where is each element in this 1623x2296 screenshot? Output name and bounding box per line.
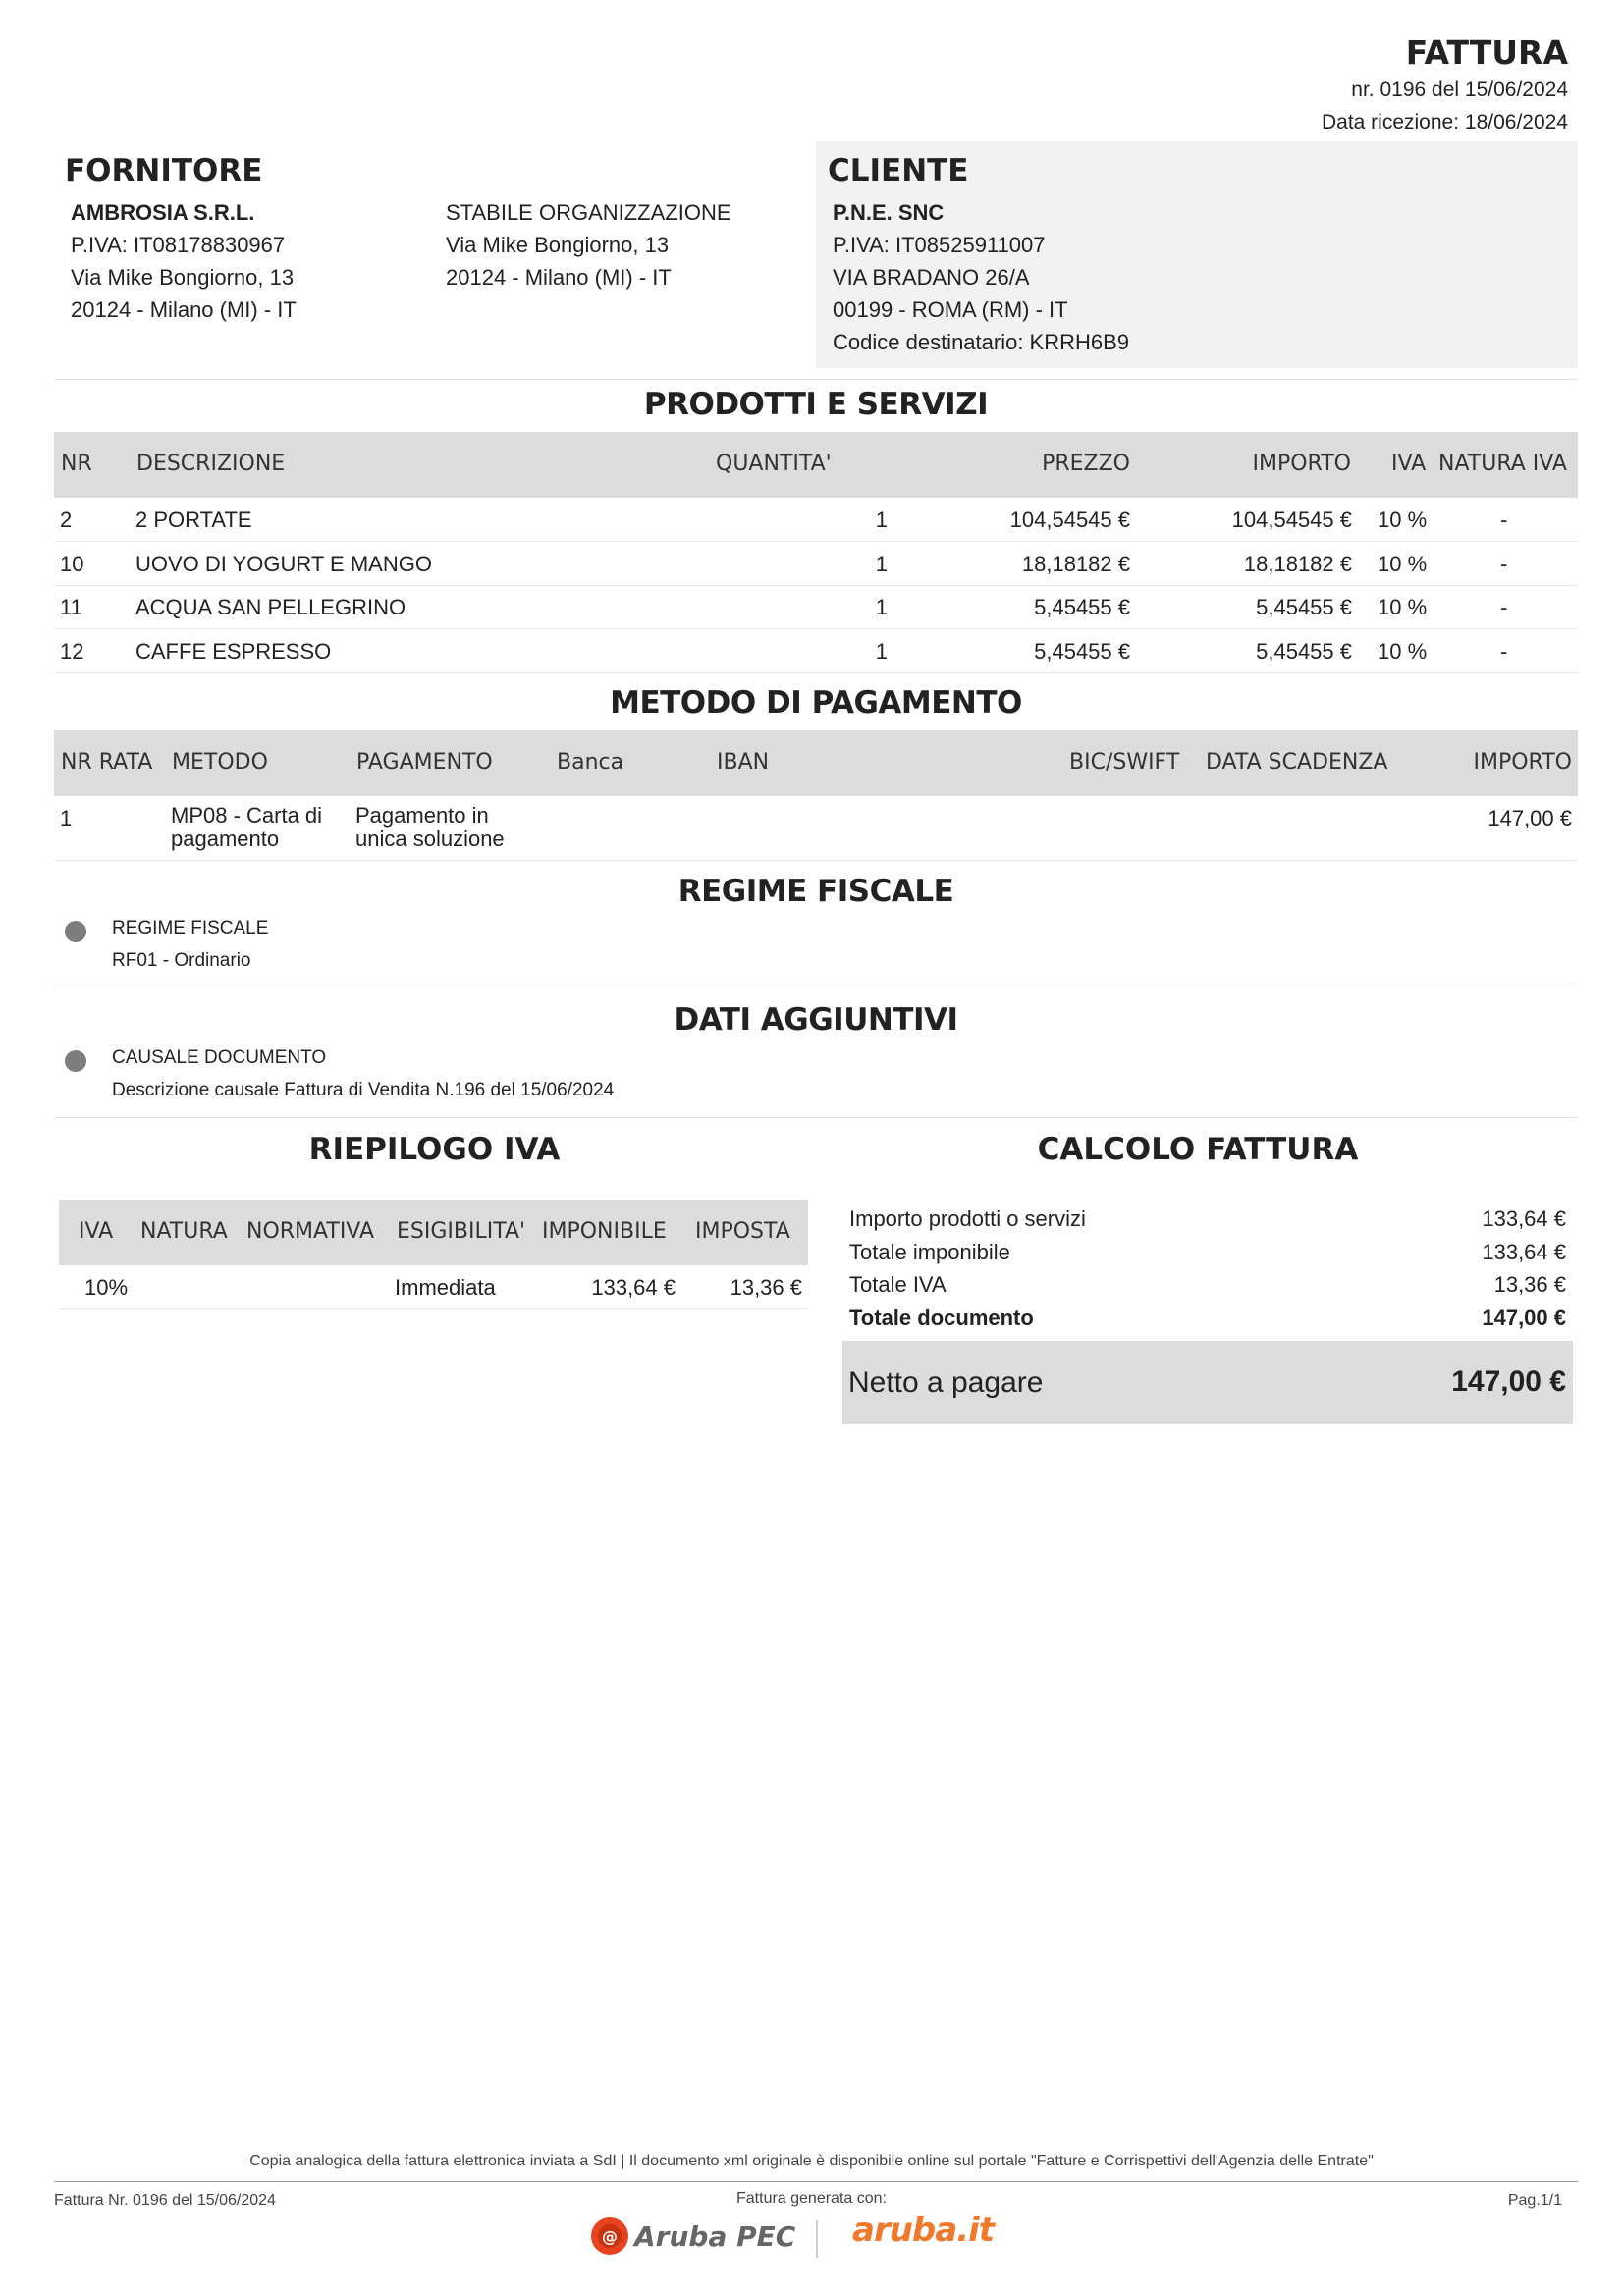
products-header bbox=[54, 432, 1578, 498]
bullet-icon bbox=[65, 921, 86, 942]
product-nr: 11 bbox=[60, 595, 82, 619]
product-vat: 10 % bbox=[1378, 595, 1428, 619]
net-box bbox=[842, 1341, 1573, 1424]
supplier-heading: FORNITORE bbox=[65, 153, 263, 188]
client-vat: P.IVA: IT08525911007 bbox=[833, 233, 1046, 257]
payment-method bbox=[171, 804, 322, 851]
product-price: 5,45455 € bbox=[1034, 595, 1130, 619]
svg-text:@: @ bbox=[602, 2227, 618, 2246]
vat-taxable: 133,64 € bbox=[591, 1275, 676, 1300]
col-tax: IMPOSTA bbox=[695, 1219, 790, 1244]
vat-summary-header bbox=[59, 1200, 808, 1265]
supplier-org-heading: STABILE ORGANIZZAZIONE bbox=[446, 200, 731, 225]
payment-type-line: unica soluzione bbox=[355, 827, 505, 851]
payment-type-line: Pagamento in bbox=[355, 803, 489, 828]
calc-line-label: Importo prodotti o servizi bbox=[849, 1206, 1086, 1231]
client-recipient-code: Codice destinatario: KRRH6B9 bbox=[833, 330, 1130, 354]
vat-summary-row bbox=[59, 1265, 808, 1309]
col-description: DESCRIZIONE bbox=[136, 452, 286, 476]
col-vat-nature: NATURA IVA bbox=[1438, 452, 1567, 476]
vat-summary-title: RIEPILOGO IVA bbox=[308, 1132, 561, 1167]
product-nr: 12 bbox=[60, 638, 84, 664]
calc-line-label: Totale IVA bbox=[849, 1272, 947, 1297]
col-due-date: DATA SCADENZA bbox=[1206, 750, 1388, 774]
payment-method-line: MP08 - Carta di bbox=[171, 803, 323, 828]
product-row bbox=[54, 498, 1578, 542]
divider bbox=[54, 379, 1578, 380]
calc-line-value: 133,64 € bbox=[1482, 1206, 1566, 1231]
doc-receipt-date: Data ricezione: 18/06/2024 bbox=[1321, 111, 1568, 133]
product-description: ACQUA SAN PELLEGRINO bbox=[135, 595, 406, 619]
client-address: VIA BRADANO 26/A bbox=[833, 265, 1030, 290]
supplier-block bbox=[71, 196, 297, 326]
product-vat: 10 % bbox=[1378, 551, 1428, 576]
col-method: METODO bbox=[172, 750, 268, 774]
products-title: PRODOTTI E SERVIZI bbox=[643, 387, 989, 422]
product-row bbox=[54, 542, 1578, 586]
product-description: 2 PORTATE bbox=[135, 507, 252, 532]
product-description: CAFFE ESPRESSO bbox=[135, 638, 332, 664]
calc-line-value: 147,00 € bbox=[1482, 1305, 1566, 1330]
regime-title: REGIME FISCALE bbox=[677, 874, 954, 909]
extra-value: Descrizione causale Fattura di Vendita N.196 del 15/06/2024 bbox=[112, 1080, 615, 1100]
product-nr: 10 bbox=[60, 551, 84, 576]
col-vat: IVA bbox=[1391, 452, 1427, 476]
col-payment-amount: IMPORTO bbox=[1473, 750, 1572, 774]
supplier-name: AMBROSIA S.R.L. bbox=[71, 200, 255, 225]
product-vat: 10 % bbox=[1378, 638, 1428, 664]
logo-divider bbox=[816, 2220, 818, 2258]
col-installment: NR RATA bbox=[61, 750, 153, 774]
extra-title: DATI AGGIUNTIVI bbox=[674, 1002, 958, 1038]
product-vat-nature: - bbox=[1500, 595, 1508, 619]
product-amount: 5,45455 € bbox=[1256, 595, 1352, 619]
product-quantity: 1 bbox=[875, 638, 888, 664]
payment-header bbox=[54, 730, 1578, 796]
product-description: UOVO DI YOGURT E MANGO bbox=[135, 551, 432, 576]
product-row bbox=[54, 585, 1578, 629]
supplier-address: Via Mike Bongiorno, 13 bbox=[71, 265, 295, 290]
aruba-it-logo: aruba.it bbox=[852, 2211, 995, 2250]
col-iva: IVA bbox=[79, 1219, 114, 1244]
product-quantity: 1 bbox=[875, 595, 888, 619]
calc-line-value: 133,64 € bbox=[1482, 1239, 1566, 1264]
product-row bbox=[54, 629, 1578, 673]
calc-line bbox=[849, 1206, 1566, 1232]
aruba-pec-text: Aruba PEC bbox=[634, 2219, 796, 2253]
col-amount: IMPORTO bbox=[1252, 452, 1351, 476]
product-quantity: 1 bbox=[875, 507, 888, 532]
vat-esig: Immediata bbox=[395, 1275, 496, 1300]
supplier-vat: P.IVA: IT08178830967 bbox=[71, 233, 286, 257]
col-nature: NATURA bbox=[140, 1219, 228, 1244]
vat-rate: 10% bbox=[84, 1275, 129, 1300]
product-amount: 5,45455 € bbox=[1256, 638, 1352, 664]
col-quantity: QUANTITA' bbox=[716, 452, 832, 476]
client-heading: CLIENTE bbox=[828, 153, 969, 188]
regime-value: RF01 - Ordinario bbox=[112, 950, 251, 971]
product-quantity: 1 bbox=[875, 551, 888, 576]
payment-nr: 1 bbox=[60, 806, 73, 830]
vat-tax: 13,36 € bbox=[730, 1275, 802, 1300]
supplier-city: 20124 - Milano (MI) - IT bbox=[71, 297, 297, 322]
extra-label: CAUSALE DOCUMENTO bbox=[112, 1047, 327, 1068]
footer-page: Pag.1/1 bbox=[1507, 2192, 1562, 2209]
footer-note: Copia analogica della fattura elettronica inviata a SdI | Il documento xml originale è disponibile online sul portale "Fatture e Corrispettivi dell'Agenzia delle Entrate" bbox=[249, 2153, 1374, 2169]
seal-icon bbox=[589, 2216, 630, 2257]
product-amount: 104,54545 € bbox=[1231, 507, 1352, 532]
payment-type bbox=[355, 804, 505, 851]
col-bank: Banca bbox=[557, 750, 624, 774]
product-price: 5,45455 € bbox=[1034, 638, 1130, 664]
client-name: P.N.E. SNC bbox=[833, 200, 945, 225]
client-block bbox=[833, 196, 1129, 358]
aruba-pec-logo bbox=[589, 2216, 795, 2256]
col-iban: IBAN bbox=[717, 750, 770, 774]
col-bic: BIC/SWIFT bbox=[1069, 750, 1180, 774]
calc-line-value: 13,36 € bbox=[1493, 1272, 1566, 1297]
net-value: 147,00 € bbox=[1451, 1365, 1566, 1398]
calc-line bbox=[849, 1272, 1566, 1298]
client-city: 00199 - ROMA (RM) - IT bbox=[833, 297, 1068, 322]
calc-line bbox=[849, 1306, 1566, 1331]
payment-title: METODO DI PAGAMENTO bbox=[610, 685, 1022, 721]
net-label: Netto a pagare bbox=[848, 1366, 1044, 1399]
calc-line bbox=[849, 1240, 1566, 1265]
product-nr: 2 bbox=[60, 507, 73, 532]
supplier-org-block bbox=[446, 196, 731, 294]
product-price: 18,18182 € bbox=[1021, 551, 1130, 576]
product-amount: 18,18182 € bbox=[1243, 551, 1352, 576]
product-vat: 10 % bbox=[1378, 507, 1428, 532]
calc-title: CALCOLO FATTURA bbox=[1037, 1132, 1359, 1167]
payment-row bbox=[54, 796, 1578, 861]
col-price: PREZZO bbox=[1042, 452, 1130, 476]
doc-title: FATTURA bbox=[1405, 33, 1568, 72]
product-vat-nature: - bbox=[1500, 551, 1508, 576]
product-price: 104,54545 € bbox=[1009, 507, 1130, 532]
calc-line-label: Totale documento bbox=[849, 1305, 1034, 1330]
divider bbox=[54, 1117, 1578, 1118]
col-nr: NR bbox=[61, 452, 92, 476]
product-vat-nature: - bbox=[1500, 638, 1508, 664]
supplier-org-address: Via Mike Bongiorno, 13 bbox=[446, 233, 670, 257]
product-vat-nature: - bbox=[1500, 507, 1508, 532]
calc-line-label: Totale imponibile bbox=[849, 1239, 1010, 1264]
payment-amount: 147,00 € bbox=[1488, 806, 1572, 830]
bullet-icon bbox=[65, 1050, 86, 1072]
col-esig: ESIGIBILITA' bbox=[397, 1219, 526, 1244]
col-taxable: IMPONIBILE bbox=[542, 1219, 667, 1244]
regime-label: REGIME FISCALE bbox=[112, 918, 269, 938]
payment-method-line: pagamento bbox=[171, 827, 280, 851]
footer-divider bbox=[54, 2181, 1578, 2182]
footer-generated: Fattura generata con: bbox=[736, 2190, 887, 2207]
col-payment: PAGAMENTO bbox=[356, 750, 493, 774]
doc-number: nr. 0196 del 15/06/2024 bbox=[1351, 79, 1568, 101]
col-norm: NORMATIVA bbox=[246, 1219, 375, 1244]
footer-invoice-ref: Fattura Nr. 0196 del 15/06/2024 bbox=[54, 2192, 276, 2209]
supplier-org-city: 20124 - Milano (MI) - IT bbox=[446, 265, 672, 290]
